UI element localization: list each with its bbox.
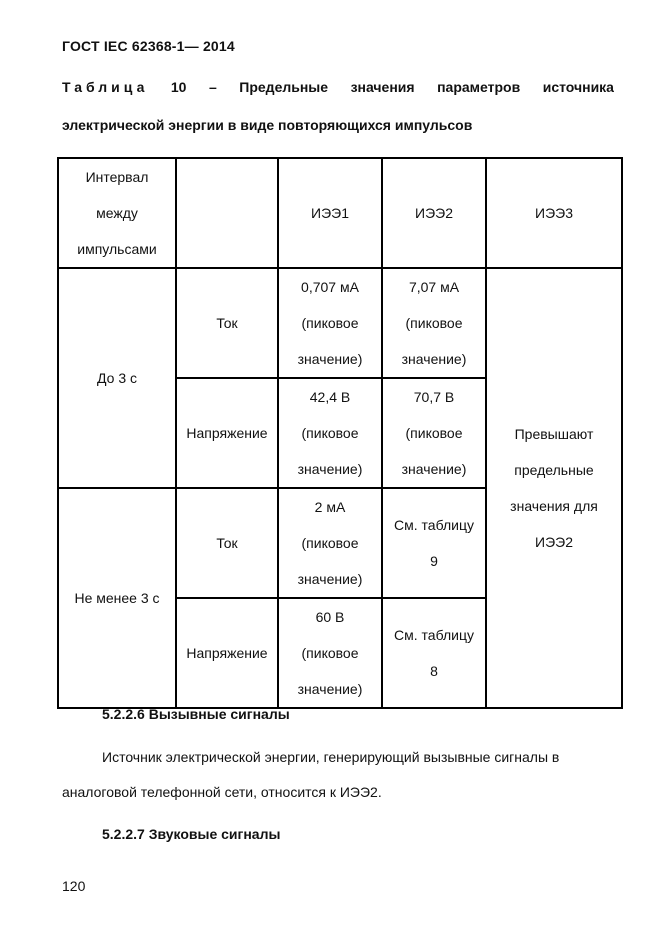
caption-word: Таблица xyxy=(62,79,149,95)
iee1-cell: 42,4 В (пиковое значение) xyxy=(278,378,382,488)
interval-cell: Не менее 3 с xyxy=(58,488,176,708)
caption-word: источника xyxy=(542,79,614,95)
document-header: ГОСТ IEC 62368-1— 2014 xyxy=(62,38,235,54)
iee1-cell: 2 мА (пиковое значение) xyxy=(278,488,382,598)
iee3-merged-cell: Превышают предельные значения для ИЭЭ2 xyxy=(486,268,622,708)
page-number: 120 xyxy=(62,878,86,894)
header-iee1: ИЭЭ1 xyxy=(278,158,382,268)
caption-word: параметров xyxy=(437,79,521,95)
iee2-cell: 70,7 В (пиковое значение) xyxy=(382,378,486,488)
param-cell: Ток xyxy=(176,488,278,598)
iee2-cell: См. таблицу 9 xyxy=(382,488,486,598)
iee1-cell: 0,707 мА (пиковое значение) xyxy=(278,268,382,378)
header-iee2: ИЭЭ2 xyxy=(382,158,486,268)
limits-table xyxy=(57,157,623,709)
table-caption-line2: электрической энергии в виде повторяющихся импульсов xyxy=(62,117,473,133)
paragraph-line: Источник электрической энергии, генерирующий вызывные сигналы в xyxy=(102,749,560,765)
iee1-cell: 60 В (пиковое значение) xyxy=(278,598,382,708)
iee2-cell: 7,07 мА (пиковое значение) xyxy=(382,268,486,378)
section-heading-5-2-2-6: 5.2.2.6 Вызывные сигналы xyxy=(102,706,290,722)
iee2-cell: См. таблицу 8 xyxy=(382,598,486,708)
table-header-row xyxy=(58,158,622,268)
caption-word: Предельные xyxy=(239,79,329,95)
table-caption-line1 xyxy=(62,79,614,95)
table-row xyxy=(58,268,622,378)
param-cell: Ток xyxy=(176,268,278,378)
caption-word: 10 xyxy=(170,79,187,95)
caption-word: значения xyxy=(350,79,415,95)
paragraph-line: аналоговой телефонной сети, относится к ИЭЭ2. xyxy=(62,784,382,800)
header-iee3: ИЭЭ3 xyxy=(486,158,622,268)
caption-word: – xyxy=(208,79,217,95)
param-cell: Напряжение xyxy=(176,378,278,488)
header-interval: Интервал между импульсами xyxy=(58,158,176,268)
section-heading-5-2-2-7: 5.2.2.7 Звуковые сигналы xyxy=(102,826,281,842)
param-cell: Напряжение xyxy=(176,598,278,708)
interval-cell: До 3 с xyxy=(58,268,176,488)
header-blank xyxy=(176,158,278,268)
